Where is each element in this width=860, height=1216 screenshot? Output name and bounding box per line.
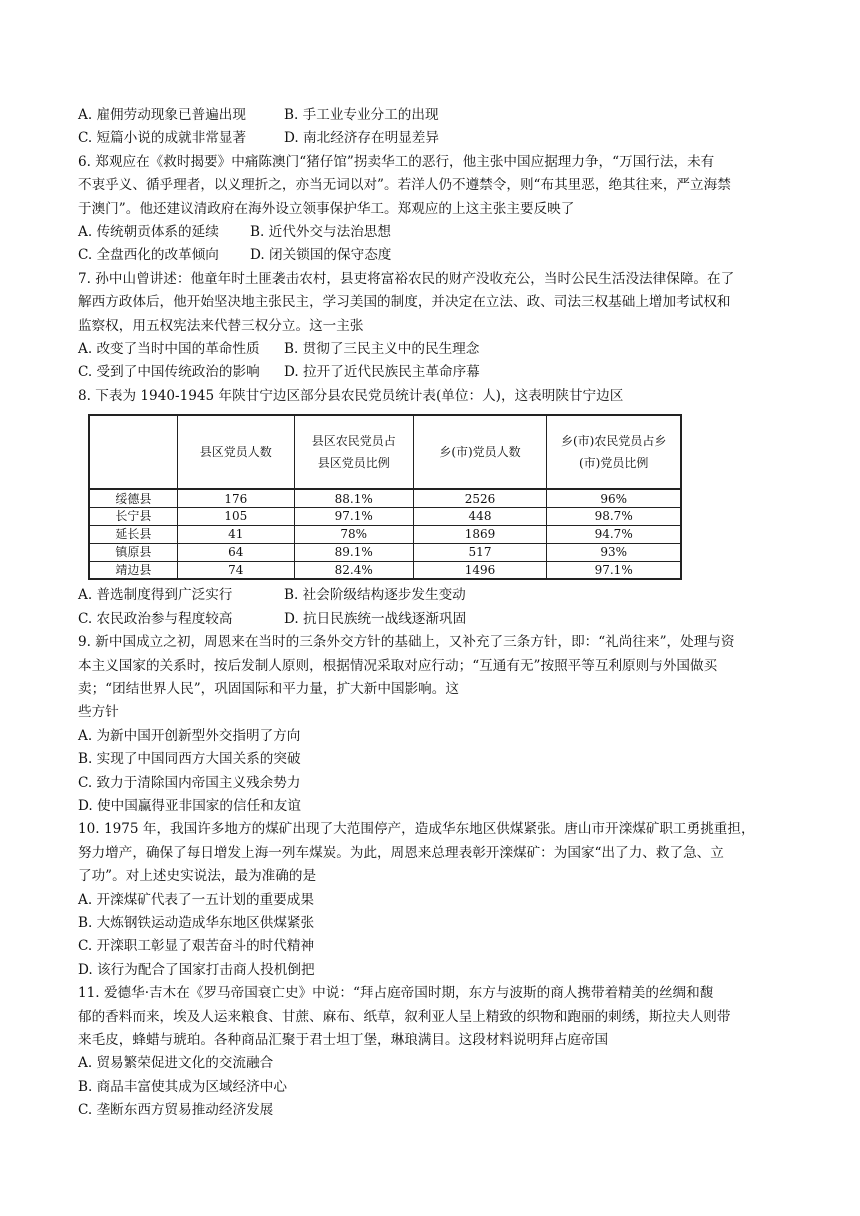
table-cell: 97.1%	[547, 561, 681, 579]
table-row	[89, 543, 681, 561]
table-header-cell: 乡(市)党员人数	[413, 415, 547, 489]
q11-option-b: B. 商品丰富使其成为区域经济中心	[78, 1078, 287, 1095]
table-cell: 96%	[547, 489, 681, 507]
q7-options-row1	[78, 338, 778, 361]
q10-stem-line: 了功”。对上述史实说法，最为准确的是	[78, 868, 317, 885]
q6-options-row2	[78, 244, 778, 267]
q7-stem-line: 监察权，用五权宪法来代替三权分立。这一主张	[78, 317, 364, 334]
table-header-cell: 县区党员人数	[177, 415, 294, 489]
table-row	[89, 561, 681, 579]
q6-option-a: A. 传统朝贡体系的延续	[78, 224, 219, 241]
q10-option-c: C. 开滦职工彰显了艰苦奋斗的时代精神	[78, 938, 315, 955]
q6-stem-line: 6. 郑观应在《救时揭要》中痛陈澳门“猪仔馆”拐卖华工的恶行，他主张中国应据理力争，“万国行法，未有	[78, 153, 715, 170]
q6-option-c: C. 全盘西化的改革倾向	[78, 247, 219, 264]
table-cell: 绥德县	[89, 489, 177, 507]
q8-option-a: A. 普选制度得到广泛实行	[78, 587, 233, 604]
table-cell: 517	[413, 543, 547, 561]
q8-stem: 8. 下表为 1940-1945 年陕甘宁边区部分县农民党员统计表(单位：人)，这表明陕甘宁边区	[78, 387, 624, 404]
q6-stem-line: 不衷乎义、循乎理者，以义理折之，亦当无词以对”。若洋人仍不遵禁令，则“布其里恶，绝其往来，严立海禁	[78, 177, 731, 194]
q8-option-c: C. 农民政治参与程度较高	[78, 610, 233, 627]
table-cell: 41	[177, 525, 294, 543]
q10-option-b: B. 大炼钢铁运动造成华东地区供煤紧张	[78, 914, 315, 931]
table-header-cell: 乡(市)农民党员占乡(市)党员比例	[547, 415, 681, 489]
q11-option-c: C. 垄断东西方贸易推动经济发展	[78, 1102, 274, 1119]
table-row	[89, 507, 681, 525]
table-cell: 2526	[413, 489, 547, 507]
q8-option-b: B. 社会阶级结构逐步发生变动	[284, 587, 466, 604]
table-cell: 镇原县	[89, 543, 177, 561]
q9-option-a: A. 为新中国开创新型外交指明了方向	[78, 727, 301, 744]
q10-stem-line: 努力增产，确保了每日增发上海一列车煤炭。为此，周恩来总理表彰开滦煤矿：为国家“出了力、救了急、立	[78, 844, 724, 861]
table-cell: 1496	[413, 561, 547, 579]
q10-option-d: D. 该行为配合了国家打击商人投机倒把	[78, 961, 315, 978]
table-cell: 78%	[294, 525, 413, 543]
q7-stem-line: 解西方政体后，他开始坚决地主张民主，学习美国的制度，并决定在立法、政、司法三权基础上增加考试权和	[78, 294, 731, 311]
q7-options-row2	[78, 361, 778, 384]
q8-option-d: D. 抗日民族统一战线逐渐巩固	[284, 610, 467, 627]
table-header-cell	[89, 415, 177, 489]
q8-stats-table	[88, 414, 682, 580]
q9-stem-line: 卖；“团结世界人民”，巩固国际和平力量，扩大新中国影响。这	[78, 680, 459, 697]
table-row	[89, 525, 681, 543]
q9-option-b: B. 实现了中国同西方大国关系的突破	[78, 751, 301, 768]
table-cell: 94.7%	[547, 525, 681, 543]
table-cell: 82.4%	[294, 561, 413, 579]
q11-stem-line: 11. 爱德华·吉木在《罗马帝国衰亡史》中说：“拜占庭帝国时期，东方与波斯的商人携带着精美的丝绸和馥	[78, 985, 714, 1002]
q6-option-b: B. 近代外交与法治思想	[250, 224, 391, 241]
q7-option-b: B. 贯彻了三民主义中的民生理念	[284, 341, 480, 358]
table-cell: 延长县	[89, 525, 177, 543]
q5-option-c: C. 短篇小说的成就非常显著	[78, 130, 247, 147]
q11-stem-line: 郁的香料而来，埃及人运来粮食、甘蔗、麻布、纸草，叙利亚人呈上精致的织物和跑丽的刺绣，斯拉夫人则带	[78, 1008, 731, 1025]
q7-option-a: A. 改变了当时中国的革命性质	[78, 341, 260, 358]
table-cell: 1869	[413, 525, 547, 543]
q10-option-a: A. 开滦煤矿代表了一五计划的重要成果	[78, 891, 314, 908]
q5-option-b: B. 手工业专业分工的出现	[284, 107, 439, 123]
q9-option-c: C. 致力于清除国内帝国主义残余势力	[78, 774, 301, 791]
table-cell: 98.7%	[547, 507, 681, 525]
q7-option-d: D. 拉开了近代民族民主革命序幕	[284, 364, 480, 381]
table-cell: 176	[177, 489, 294, 507]
q6-options-row1	[78, 221, 778, 244]
exam-page	[78, 104, 778, 1123]
q6-stem-line: 于澳门”。他还建议清政府在海外设立领事保护华工。郑观应的上这主张主要反映了	[78, 200, 575, 217]
table-cell: 93%	[547, 543, 681, 561]
q11-stem-line: 来毛皮，蜂蜡与琥珀。各种商品汇聚于君士坦丁堡，琳琅满目。这段材料说明拜占庭帝国	[78, 1032, 609, 1048]
table-cell: 64	[177, 543, 294, 561]
q9-stem-line: 些方针	[78, 704, 119, 721]
q5-options-row1	[78, 104, 778, 127]
q9-stem-line: 9. 新中国成立之初，周恩来在当时的三条外交方针的基础上，又补充了三条方针，即：“礼尚往来”，处理与资	[78, 634, 735, 651]
table-header-row	[89, 415, 681, 489]
table-cell: 74	[177, 561, 294, 579]
q9-stem-line: 本主义国家的关系时，按后发制人原则，根据情况采取对应行动；“互通有无”按照平等互利原则与外国做买	[78, 657, 718, 674]
q7-option-c: C. 受到了中国传统政治的影响	[78, 364, 260, 381]
q5-option-d: D. 南北经济存在明显差异	[284, 130, 439, 147]
q7-stem-line: 7. 孙中山曾讲述：他童年时土匪袭击农村，县吏将富裕农民的财产没收充公，当时公民生活没法律保障。在了	[78, 270, 735, 287]
q5-option-a: A. 雇佣劳动现象已普遍出现	[78, 107, 246, 123]
table-cell: 长宁县	[89, 507, 177, 525]
table-cell: 105	[177, 507, 294, 525]
table-row	[89, 489, 681, 507]
table-cell: 88.1%	[294, 489, 413, 507]
q8-options-row1	[78, 584, 778, 607]
q11-option-a: A. 贸易繁荣促进文化的交流融合	[78, 1055, 274, 1072]
table-cell: 97.1%	[294, 507, 413, 525]
table-cell: 靖边县	[89, 561, 177, 579]
q6-option-d: D. 闭关锁国的保守态度	[250, 247, 392, 264]
q10-stem-line: 10. 1975 年，我国许多地方的煤矿出现了大范围停产，造成华东地区供煤紧张。唐山市开滦煤矿职工勇挑重担，	[78, 821, 755, 838]
q5-options-row2	[78, 127, 778, 150]
q9-option-d: D. 使中国赢得亚非国家的信任和友谊	[78, 797, 301, 814]
table-cell: 448	[413, 507, 547, 525]
table-cell: 89.1%	[294, 543, 413, 561]
q8-options-row2	[78, 608, 778, 631]
table-header-cell: 县区农民党员占县区党员比例	[294, 415, 413, 489]
